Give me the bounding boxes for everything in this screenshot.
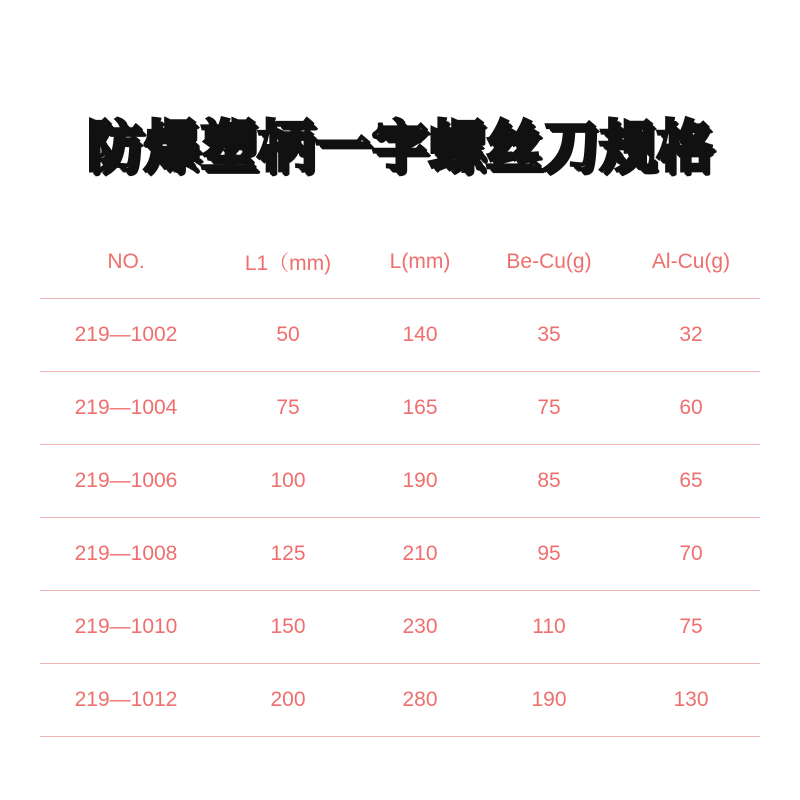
table-header-row <box>40 226 760 299</box>
cell-al-cu: 60 <box>679 396 703 419</box>
page-title: 防爆塑柄一字螺丝刀规格 <box>86 115 714 180</box>
cell-l1: 75 <box>276 396 300 419</box>
cell-be-cu: 85 <box>537 469 561 492</box>
cell-no: 219—1002 <box>74 323 178 346</box>
cell-l1: 125 <box>270 542 306 565</box>
table-row <box>40 445 760 518</box>
cell-be-cu: 75 <box>537 396 561 419</box>
cell-no: 219—1006 <box>74 469 178 492</box>
cell-be-cu: 95 <box>537 542 561 565</box>
cell-l1: 200 <box>270 688 306 711</box>
cell-no: 219—1004 <box>74 396 178 419</box>
cell-l: 280 <box>402 688 438 711</box>
cell-al-cu: 70 <box>679 542 703 565</box>
cell-l1: 150 <box>270 615 306 638</box>
cell-be-cu: 110 <box>532 615 566 638</box>
header-l1: L1（mm) <box>244 252 332 275</box>
table-row <box>40 664 760 737</box>
cell-l: 210 <box>402 542 438 565</box>
cell-l: 140 <box>402 323 438 346</box>
cell-l: 230 <box>402 615 438 638</box>
header-be-cu: Be-Cu(g) <box>506 250 592 273</box>
spec-table <box>40 226 760 737</box>
header-no: NO. <box>107 250 145 273</box>
cell-al-cu: 75 <box>679 615 703 638</box>
cell-no: 219—1010 <box>74 615 178 638</box>
cell-l1: 50 <box>276 323 300 346</box>
header-al-cu: Al-Cu(g) <box>651 250 731 273</box>
header-l: L(mm) <box>389 250 451 273</box>
table-row <box>40 591 760 664</box>
cell-al-cu: 130 <box>673 688 709 711</box>
cell-l: 165 <box>402 396 438 419</box>
table-row <box>40 372 760 445</box>
table-row <box>40 299 760 372</box>
cell-al-cu: 32 <box>679 323 703 346</box>
cell-l: 190 <box>402 469 438 492</box>
cell-be-cu: 35 <box>537 323 561 346</box>
cell-be-cu: 190 <box>531 688 567 711</box>
cell-al-cu: 65 <box>679 469 703 492</box>
table-row <box>40 518 760 591</box>
cell-l1: 100 <box>270 469 306 492</box>
cell-no: 219—1008 <box>74 542 178 565</box>
cell-no: 219—1012 <box>74 688 178 711</box>
